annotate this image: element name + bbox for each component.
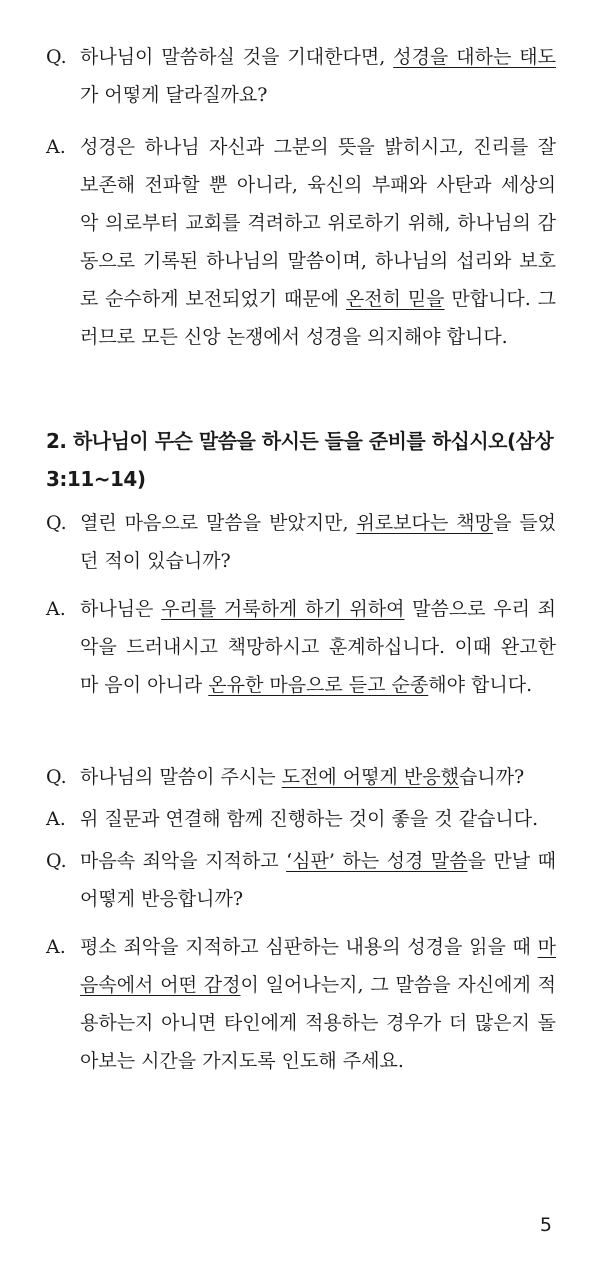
question-mark: Q.	[46, 512, 67, 534]
answer-mark: A.	[46, 136, 66, 158]
question-block	[46, 842, 556, 918]
underlined-phrase: ‘심판’ 하는 성경 말씀	[286, 850, 468, 872]
answer-text: 위 질문과 연결해 함께 진행하는 것이 좋을 것 같습니다.	[80, 808, 539, 830]
question-text: 하나님의 말씀이 주시는 도전에 어떻게 반응했습니까?	[80, 766, 525, 788]
section-heading: 2. 하나님이 무슨 말씀을 하시든 들을 준비를 하십시오(삼상 3:11~14)	[46, 429, 554, 491]
question-mark: Q.	[46, 766, 67, 788]
underlined-phrase: 위로보다는 책망	[356, 512, 493, 534]
underlined-phrase: 온전히 믿을	[345, 288, 445, 310]
page-number: 5	[539, 1214, 552, 1236]
underlined-phrase: 성경을 대하는 태도	[393, 46, 556, 68]
question-block	[46, 38, 556, 114]
question-text: 열린 마음으로 말씀을 받았지만, 위로보다는 책망을 들었던 적이 있습니까?	[80, 512, 556, 572]
underlined-phrase: 온유한 마음으로 듣고 순종	[208, 674, 429, 696]
answer-text: 평소 죄악을 지적하고 심판하는 내용의 성경을 읽을 때 마음속에서 어떤 감정이 일어나는지, 그 말씀을 자신에게 적용하는지 아니면 타인에게 적용하는 경우가 더 많은지 돌아보는 시간을 가지도록 인도해 주세요.	[80, 936, 556, 1072]
answer-block	[46, 800, 556, 838]
answer-block	[46, 590, 556, 704]
underlined-phrase: 우리를 거룩하게 하기 위하여	[161, 598, 405, 620]
answer-text: 하나님은 우리를 거룩하게 하기 위하여 말씀으로 우리 죄악을 드러내시고 책망하시고 훈계하십니다. 이때 완고한 마 음이 아니라 온유한 마음으로 듣고 순종해야 합니다.	[80, 598, 556, 696]
question-block	[46, 504, 556, 580]
question-block	[46, 758, 556, 796]
answer-block	[46, 928, 556, 1080]
answer-text: 성경은 하나님 자신과 그분의 뜻을 밝히시고, 진리를 잘 보존해 전파할 뿐 아니라, 육신의 부패와 사탄과 세상의 악 의로부터 교회를 격려하고 위로하기 위해, 하나님의 감동으로 기록된 하나님의 말씀이며, 하나님의 섭리와 보호로 순수하게 보전되었기 때문에 온전히 믿을 만합니다. 그러므로 모든 신앙 논쟁에서 성경을 의지해야 합니다.	[80, 136, 557, 348]
answer-mark: A.	[46, 808, 66, 830]
underlined-phrase: 마음속에서 어떤 감정	[80, 936, 556, 996]
question-mark: Q.	[46, 850, 67, 872]
question-text: 마음속 죄악을 지적하고 ‘심판’ 하는 성경 말씀을 만날 때 어떻게 반응합니까?	[80, 850, 557, 910]
answer-mark: A.	[46, 936, 66, 958]
answer-block	[46, 128, 556, 356]
question-mark: Q.	[46, 46, 67, 68]
answer-mark: A.	[46, 598, 66, 620]
underlined-phrase: 도전에 어떻게 반응했	[281, 766, 459, 788]
question-text: 하나님이 말씀하실 것을 기대한다면, 성경을 대하는 태도가 어떻게 달라질까요?	[80, 46, 556, 106]
